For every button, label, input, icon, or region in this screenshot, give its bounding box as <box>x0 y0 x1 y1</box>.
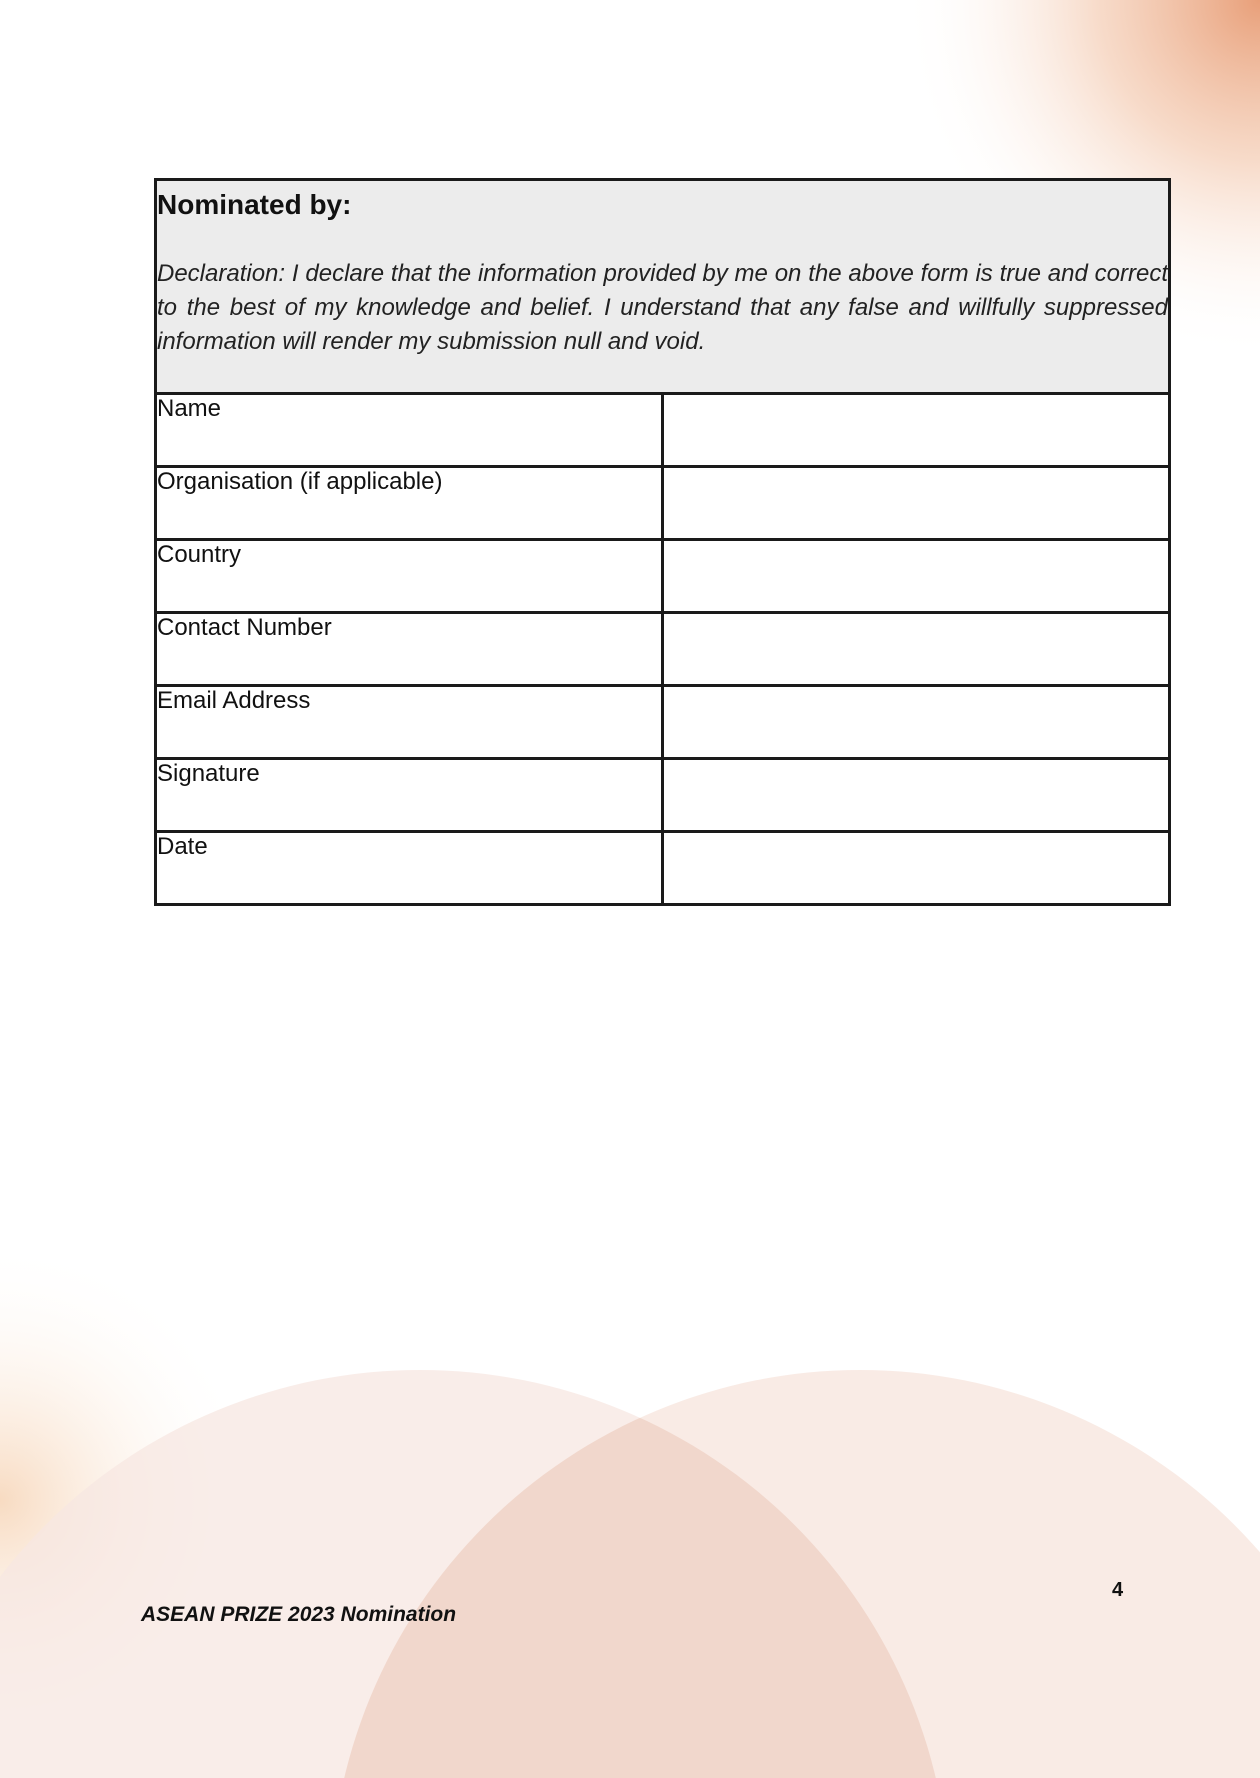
page-number: 4 <box>1112 1579 1124 1601</box>
field-label-organisation: Organisation (if applicable) <box>156 467 663 540</box>
field-value-organisation[interactable] <box>663 467 1170 540</box>
field-row-signature <box>156 759 1170 832</box>
field-value-country[interactable] <box>663 540 1170 613</box>
field-row-name <box>156 394 1170 467</box>
form-heading: Nominated by: <box>157 189 352 220</box>
field-label-contact-number: Contact Number <box>156 613 663 686</box>
field-label-signature: Signature <box>156 759 663 832</box>
footer-title: ASEAN PRIZE 2023 Nomination <box>141 1603 457 1626</box>
field-row-organisation <box>156 467 1170 540</box>
field-row-contact-number <box>156 613 1170 686</box>
field-row-country <box>156 540 1170 613</box>
field-row-email-address <box>156 686 1170 759</box>
nomination-form-table <box>154 178 1171 906</box>
form-header-row <box>156 180 1170 394</box>
form-header-cell <box>156 180 1170 394</box>
field-value-email-address[interactable] <box>663 686 1170 759</box>
field-row-date <box>156 832 1170 905</box>
field-label-name: Name <box>156 394 663 467</box>
field-value-name[interactable] <box>663 394 1170 467</box>
field-label-email-address: Email Address <box>156 686 663 759</box>
field-label-country: Country <box>156 540 663 613</box>
field-value-contact-number[interactable] <box>663 613 1170 686</box>
field-label-date: Date <box>156 832 663 905</box>
declaration-text: Declaration: I declare that the information provided by me on the above form is true and correct to the best of my knowledge and belief. I understand that any false and willfully suppressed information will render my submission null and void. <box>157 260 1168 355</box>
field-value-signature[interactable] <box>663 759 1170 832</box>
field-value-date[interactable] <box>663 832 1170 905</box>
